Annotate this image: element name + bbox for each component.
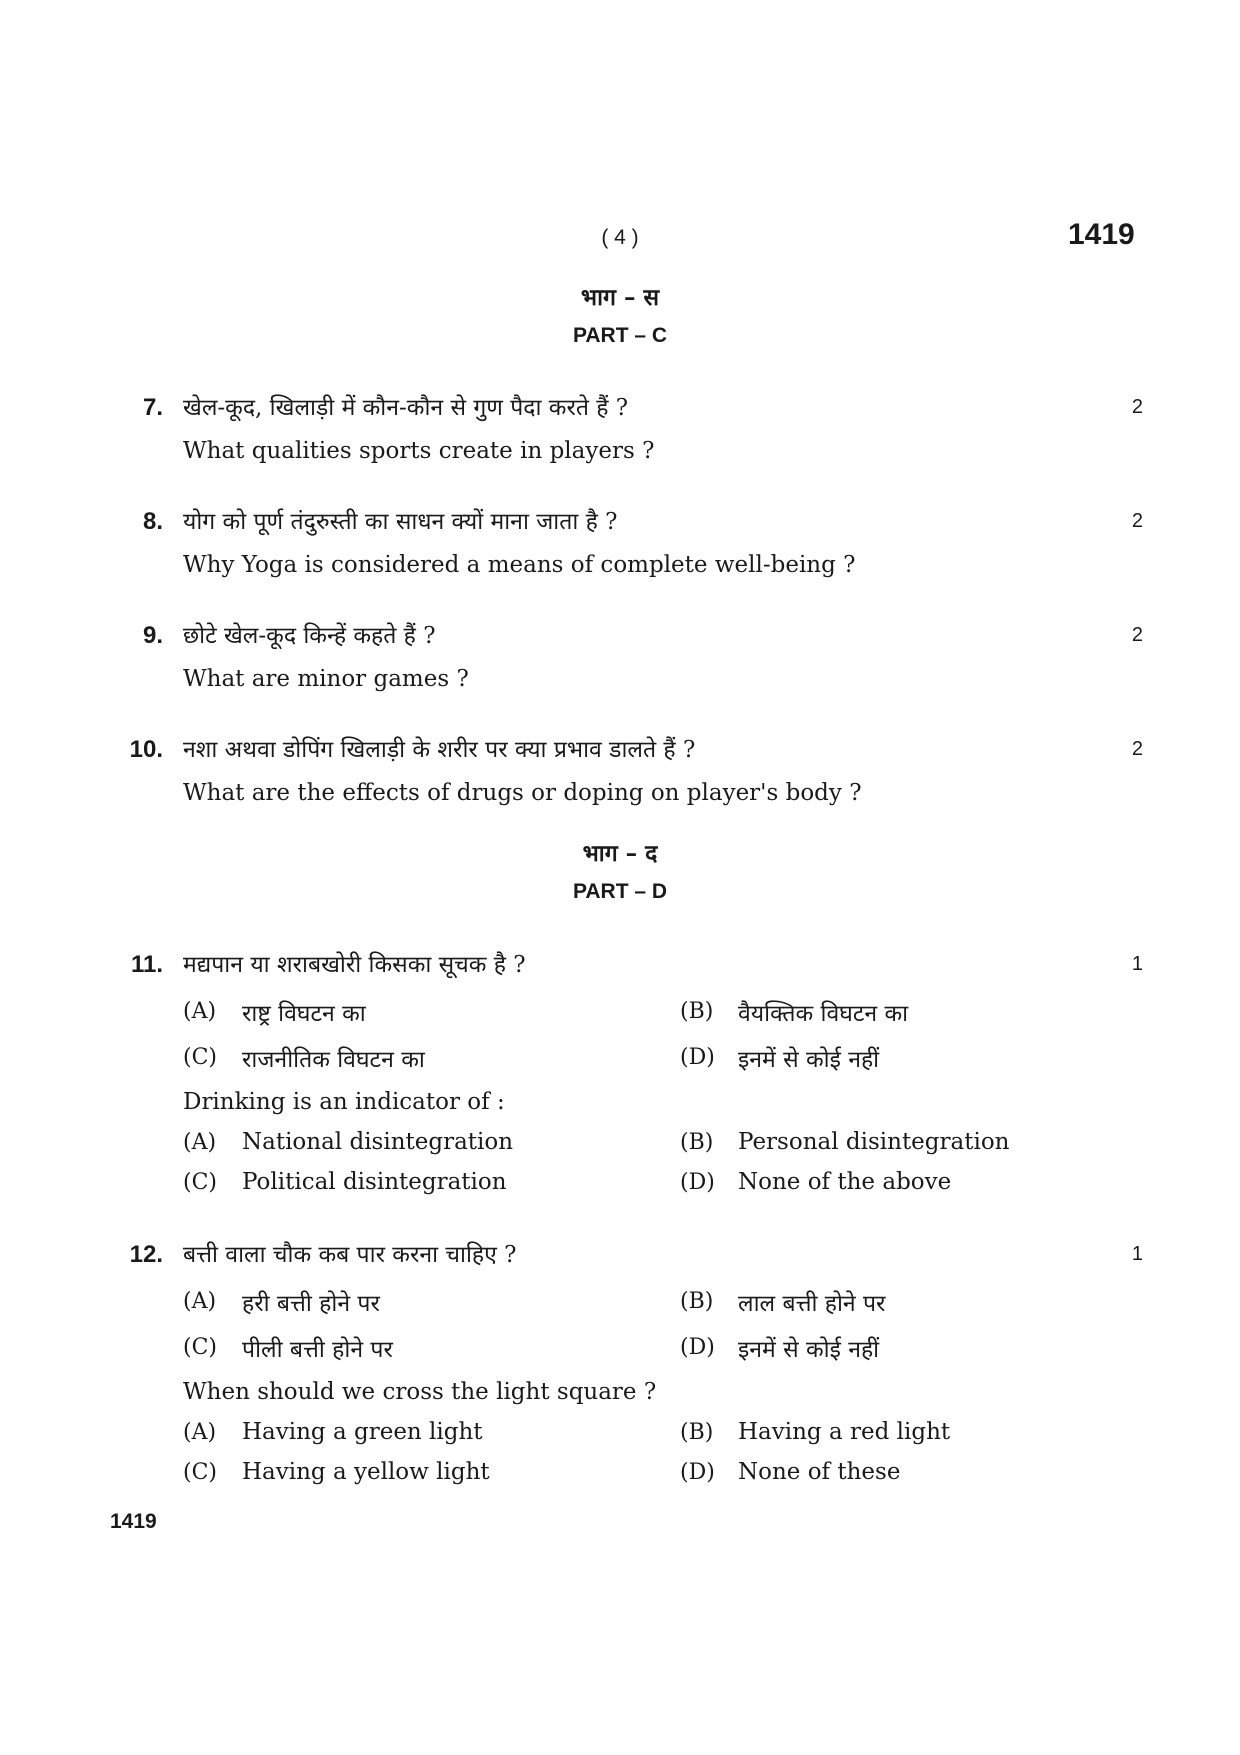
- option-text-english: None of the above: [738, 1169, 952, 1195]
- option-label: (C): [183, 1460, 217, 1485]
- option-label: (D): [680, 1335, 715, 1360]
- option-text-english: Having a red light: [738, 1419, 951, 1445]
- option-text-english: Political disintegration: [242, 1169, 507, 1195]
- option-text-hindi: लाल बत्ती होने पर: [738, 1291, 886, 1317]
- question-text-hindi: बत्ती वाला चौक कब पार करना चाहिए ?: [183, 1242, 517, 1268]
- paper-code-top: 1419: [1068, 218, 1135, 251]
- option-text-english: Having a yellow light: [242, 1459, 490, 1485]
- option-label: (A): [183, 1420, 217, 1445]
- question-text-hindi: खेल-कूद, खिलाड़ी में कौन-कौन से गुण पैदा करते हैं ?: [183, 395, 629, 421]
- section-title-hindi: भाग – स: [580, 284, 660, 311]
- question-text-hindi: नशा अथवा डोपिंग खिलाड़ी के शरीर पर क्या प्रभाव डालते हैं ?: [183, 737, 696, 763]
- option-label: (B): [680, 1289, 714, 1314]
- question-marks: 2: [1131, 624, 1143, 646]
- question-number: 8.: [142, 508, 163, 535]
- option-label: (D): [680, 1170, 715, 1195]
- option-text-hindi: राजनीतिक विघटन का: [242, 1047, 425, 1073]
- option-label: (D): [680, 1045, 715, 1070]
- question-text-hindi: छोटे खेल-कूद किन्हें कहते हैं ?: [183, 623, 436, 649]
- option-label: (C): [183, 1170, 217, 1195]
- option-label: (C): [183, 1045, 217, 1070]
- option-label: (B): [680, 999, 714, 1024]
- question-marks: 2: [1131, 396, 1143, 418]
- question-marks: 2: [1131, 738, 1143, 760]
- question-number: 12.: [129, 1241, 163, 1268]
- question-number: 9.: [142, 622, 163, 649]
- question-number: 11.: [130, 951, 163, 978]
- option-label: (B): [680, 1420, 714, 1445]
- question-number: 10.: [129, 736, 163, 763]
- question-text-hindi: योग को पूर्ण तंदुरुस्ती का साधन क्यों माना जाता है ?: [183, 509, 618, 535]
- question-text-english: Why Yoga is considered a means of complete well-being ?: [183, 552, 856, 578]
- option-text-hindi: इनमें से कोई नहीं: [738, 1337, 880, 1363]
- option-text-english: National disintegration: [242, 1129, 514, 1155]
- option-text-hindi: वैयक्तिक विघटन का: [738, 1001, 909, 1027]
- option-text-english: None of these: [738, 1459, 901, 1485]
- question-marks: 1: [1131, 953, 1143, 975]
- option-text-english: Having a green light: [242, 1419, 483, 1445]
- question-text-english: What qualities sports create in players ?: [183, 438, 655, 464]
- option-text-english: Personal disintegration: [738, 1129, 1010, 1155]
- question-text-english: What are the effects of drugs or doping on player's body ?: [183, 780, 862, 806]
- option-text-hindi: हरी बत्ती होने पर: [242, 1291, 380, 1317]
- question-number: 7.: [142, 394, 163, 421]
- section-title-hindi: भाग – द: [582, 840, 658, 867]
- option-label: (A): [183, 999, 217, 1024]
- option-text-hindi: इनमें से कोई नहीं: [738, 1047, 880, 1073]
- question-text-english: What are minor games ?: [183, 666, 469, 692]
- section-title-english: PART – D: [572, 880, 668, 903]
- option-text-hindi: राष्ट्र विघटन का: [242, 1001, 366, 1027]
- option-label: (A): [183, 1130, 217, 1155]
- question-text-english: When should we cross the light square ?: [183, 1379, 657, 1405]
- option-label: (A): [183, 1289, 217, 1314]
- option-label: (B): [680, 1130, 714, 1155]
- option-label: (D): [680, 1460, 715, 1485]
- option-label: (C): [183, 1335, 217, 1360]
- page-number: ( 4 ): [601, 226, 639, 249]
- option-text-hindi: पीली बत्ती होने पर: [242, 1337, 393, 1363]
- question-marks: 1: [1131, 1243, 1143, 1265]
- question-text-english: Drinking is an indicator of :: [183, 1089, 505, 1115]
- question-text-hindi: मद्यपान या शराबखोरी किसका सूचक है ?: [183, 952, 526, 978]
- paper-code-footer: 1419: [110, 1510, 157, 1533]
- section-title-english: PART – C: [572, 324, 668, 347]
- question-marks: 2: [1131, 510, 1143, 532]
